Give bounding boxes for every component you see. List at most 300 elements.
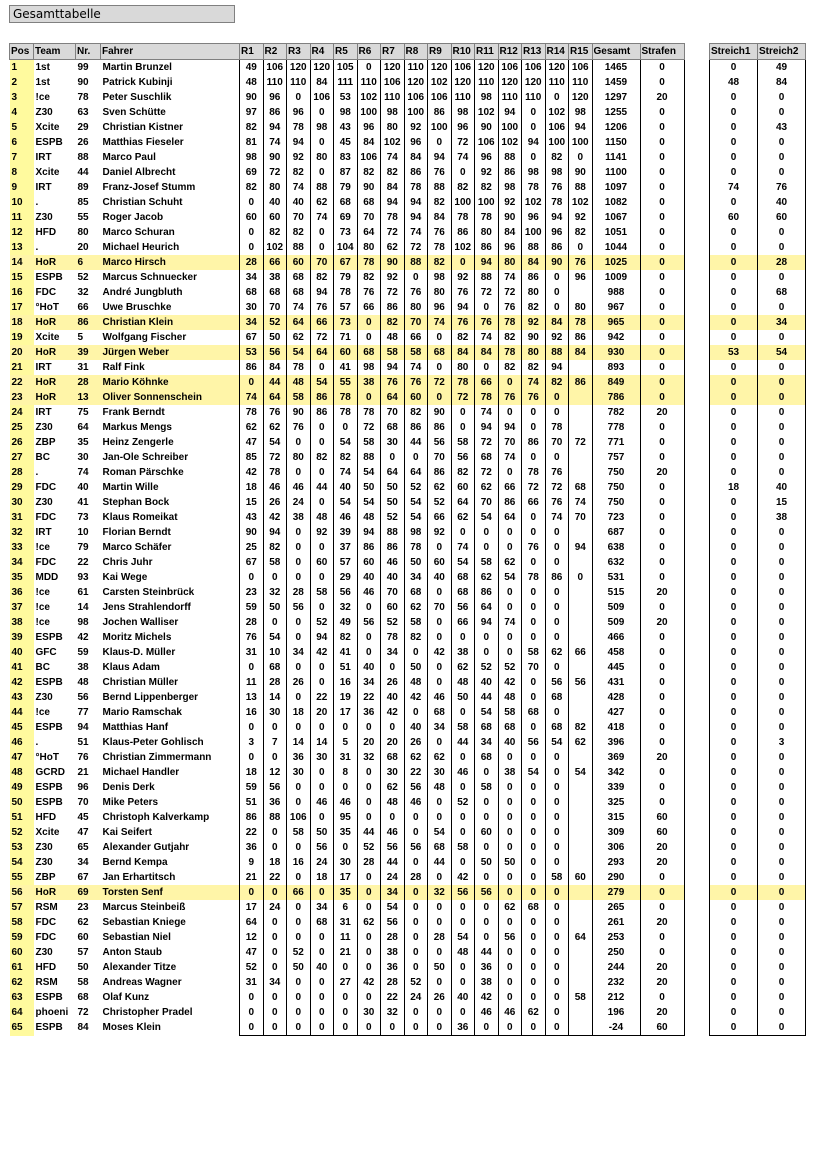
race-result-cell: 12 <box>240 930 264 945</box>
race-result-cell: 46 <box>381 825 405 840</box>
race-result-cell: 0 <box>451 810 475 825</box>
race-result-cell: 86 <box>498 495 522 510</box>
number-cell: 77 <box>77 707 89 718</box>
race-result-cell: 0 <box>498 405 522 420</box>
race-result-cell: 80 <box>404 300 428 315</box>
race-result-cell: 84 <box>545 315 569 330</box>
race-result-cell: 21 <box>334 945 358 960</box>
team-cell: ZBP <box>35 872 56 883</box>
race-result-cell: 60 <box>357 555 381 570</box>
team-cell: ZBP <box>35 437 56 448</box>
race-result-cell: 54 <box>569 765 593 780</box>
race-result-cell: 0 <box>545 855 569 870</box>
race-result-cell: 44 <box>404 435 428 450</box>
penalty-cell: 0 <box>640 645 684 660</box>
position-cell: 27 <box>10 450 34 465</box>
race-result-cell: 22 <box>240 825 264 840</box>
race-result-cell: 74 <box>334 465 358 480</box>
race-result-cell: 38 <box>498 765 522 780</box>
race-result-cell: 40 <box>381 570 405 585</box>
race-result-cell: 72 <box>263 450 287 465</box>
race-result-cell: 30 <box>263 705 287 720</box>
race-result-cell: 94 <box>310 285 334 300</box>
total-cell: 509 <box>592 615 640 630</box>
race-result-cell: 70 <box>357 210 381 225</box>
race-result-cell: 0 <box>498 840 522 855</box>
streich2-cell: 0 <box>758 390 806 405</box>
race-result-cell: 0 <box>545 960 569 975</box>
total-cell: 965 <box>592 315 640 330</box>
race-result-cell: 86 <box>428 465 452 480</box>
race-result-cell: 92 <box>475 165 499 180</box>
race-result-cell: 94 <box>404 210 428 225</box>
race-result-cell: 94 <box>263 120 287 135</box>
race-result-cell: 41 <box>334 360 358 375</box>
table-row <box>10 510 685 525</box>
total-cell: 265 <box>592 900 640 915</box>
race-result-cell: 78 <box>545 195 569 210</box>
race-result-cell: 0 <box>428 945 452 960</box>
race-result-cell: 90 <box>240 90 264 105</box>
column-header: Streich2 <box>758 44 806 60</box>
streich-row <box>710 930 806 945</box>
streich2-cell: 0 <box>758 360 806 375</box>
race-result-cell: 34 <box>240 315 264 330</box>
race-result-cell: 0 <box>404 810 428 825</box>
streich-row <box>710 360 806 375</box>
table-row <box>10 240 685 255</box>
table-row <box>10 210 685 225</box>
team-cell: FDC <box>35 512 57 523</box>
penalty-cell: 20 <box>640 615 684 630</box>
total-cell: 750 <box>592 480 640 495</box>
race-result-cell: 0 <box>545 525 569 540</box>
race-result-cell: 0 <box>357 795 381 810</box>
driver-name-cell: Ralf Fink <box>102 362 145 373</box>
race-result-cell: 52 <box>381 510 405 525</box>
race-result-cell: 48 <box>381 330 405 345</box>
race-result-cell: 31 <box>240 975 264 990</box>
race-result-cell: 110 <box>569 75 593 90</box>
column-header: R6 <box>357 44 381 60</box>
race-result-cell: 62 <box>451 660 475 675</box>
driver-name-cell: Daniel Albrecht <box>102 167 176 178</box>
race-result-cell: 22 <box>263 870 287 885</box>
race-result-cell: 86 <box>428 105 452 120</box>
streich1-cell: 0 <box>710 195 758 210</box>
penalty-cell: 0 <box>640 120 684 135</box>
race-result-cell: 0 <box>357 990 381 1005</box>
race-result-cell: 52 <box>451 795 475 810</box>
race-result-cell: 0 <box>310 600 334 615</box>
number-cell: 20 <box>77 242 89 253</box>
driver-name-cell: Torsten Senf <box>101 885 240 900</box>
race-result-cell: 82 <box>475 180 499 195</box>
streich1-cell: 0 <box>710 405 758 420</box>
race-result-cell <box>569 885 593 900</box>
team-cell: !ce <box>35 707 50 718</box>
streich-row <box>710 705 806 720</box>
race-result-cell: 0 <box>404 450 428 465</box>
race-result-cell: 60 <box>428 555 452 570</box>
penalty-cell: 0 <box>640 330 684 345</box>
race-result-cell: 0 <box>287 780 311 795</box>
race-result-cell: 56 <box>310 840 334 855</box>
race-result-cell: 96 <box>475 150 499 165</box>
penalty-cell: 0 <box>640 255 684 270</box>
race-result-cell: 50 <box>404 660 428 675</box>
race-result-cell: 58 <box>404 345 428 360</box>
race-result-cell: 0 <box>522 720 546 735</box>
streich2-cell: 0 <box>758 525 806 540</box>
race-result-cell: 100 <box>522 225 546 240</box>
race-result-cell: 0 <box>545 390 569 405</box>
race-result-cell: 0 <box>310 1020 334 1036</box>
race-result-cell: 68 <box>381 750 405 765</box>
race-result-cell: 106 <box>522 60 546 76</box>
race-result-cell: 48 <box>498 690 522 705</box>
race-result-cell: 28 <box>287 585 311 600</box>
race-result-cell: 0 <box>498 795 522 810</box>
race-result-cell: 120 <box>287 60 311 76</box>
streich2-cell: 0 <box>758 375 806 390</box>
column-header: Fahrer <box>101 44 240 60</box>
race-result-cell: 54 <box>475 705 499 720</box>
penalty-cell: 0 <box>640 630 684 645</box>
penalty-cell: 20 <box>640 585 684 600</box>
race-result-cell <box>569 450 593 465</box>
streich-row <box>710 465 806 480</box>
race-result-cell: 88 <box>475 270 499 285</box>
position-cell: 64 <box>10 1005 34 1020</box>
race-result-cell: 86 <box>545 240 569 255</box>
race-result-cell: 0 <box>287 975 311 990</box>
streich1-cell: 0 <box>710 600 758 615</box>
race-result-cell: 9 <box>240 855 264 870</box>
race-result-cell: 82 <box>404 630 428 645</box>
race-result-cell <box>569 945 593 960</box>
streich1-cell: 0 <box>710 660 758 675</box>
number-cell: 76 <box>77 752 89 763</box>
race-result-cell: 70 <box>522 660 546 675</box>
number-cell: 57 <box>77 947 89 958</box>
streich2-cell: 0 <box>758 105 806 120</box>
race-result-cell: 47 <box>240 945 264 960</box>
total-cell: 253 <box>592 930 640 945</box>
team-cell: ESPB <box>35 272 63 283</box>
team-cell: Z30 <box>35 692 53 703</box>
race-result-cell: 100 <box>545 135 569 150</box>
race-result-cell: 0 <box>475 915 499 930</box>
race-result-cell: 0 <box>428 630 452 645</box>
number-cell: 45 <box>77 812 89 823</box>
penalty-cell: 0 <box>640 75 684 90</box>
streich2-cell: 68 <box>758 285 806 300</box>
race-result-cell: 74 <box>475 405 499 420</box>
race-result-cell: 86 <box>569 330 593 345</box>
table-row <box>10 150 685 165</box>
race-result-cell: 42 <box>498 675 522 690</box>
streich-row <box>710 225 806 240</box>
race-result-cell: 0 <box>287 1020 311 1036</box>
race-result-cell: 86 <box>381 540 405 555</box>
race-result-cell: 0 <box>287 1005 311 1020</box>
race-result-cell: 76 <box>357 285 381 300</box>
race-result-cell: 54 <box>428 825 452 840</box>
race-result-cell: 22 <box>404 765 428 780</box>
race-result-cell: 0 <box>498 630 522 645</box>
race-result-cell: 78 <box>428 240 452 255</box>
race-result-cell: 88 <box>310 180 334 195</box>
penalty-cell: 20 <box>640 855 684 870</box>
driver-name-cell: Christopher Pradel <box>102 1007 193 1018</box>
race-result-cell: 68 <box>569 480 593 495</box>
race-result-cell: 110 <box>263 75 287 90</box>
race-result-cell: 0 <box>310 435 334 450</box>
table-row <box>10 390 685 405</box>
streich2-cell: 60 <box>758 210 806 225</box>
race-result-cell: 58 <box>451 720 475 735</box>
total-cell: 1141 <box>592 150 640 165</box>
race-result-cell: 0 <box>287 525 311 540</box>
race-result-cell: 0 <box>240 225 264 240</box>
race-result-cell: 82 <box>498 360 522 375</box>
race-result-cell: 0 <box>357 60 381 76</box>
race-result-cell: 12 <box>263 765 287 780</box>
total-cell: 771 <box>592 435 640 450</box>
race-result-cell: 78 <box>404 540 428 555</box>
race-result-cell: 62 <box>545 645 569 660</box>
race-result-cell: 56 <box>451 450 475 465</box>
race-result-cell: 0 <box>404 930 428 945</box>
race-result-cell: 57 <box>334 555 358 570</box>
streich2-cell: 0 <box>758 705 806 720</box>
streich-row <box>710 1020 806 1036</box>
race-result-cell: 44 <box>381 855 405 870</box>
race-result-cell: 62 <box>310 195 334 210</box>
race-result-cell: 64 <box>240 915 264 930</box>
streich-row <box>710 600 806 615</box>
race-result-cell: 0 <box>475 630 499 645</box>
race-result-cell: 0 <box>545 405 569 420</box>
penalty-cell: 20 <box>640 465 684 480</box>
race-result-cell: 72 <box>475 465 499 480</box>
race-result-cell: 98 <box>404 525 428 540</box>
driver-name-cell: Florian Berndt <box>102 527 171 538</box>
race-result-cell: 0 <box>522 690 546 705</box>
team-cell: . <box>35 737 39 748</box>
race-result-cell: 0 <box>451 630 475 645</box>
race-result-cell: 74 <box>498 450 522 465</box>
race-result-cell: 76 <box>263 405 287 420</box>
race-result-cell: 72 <box>569 435 593 450</box>
race-result-cell: 30 <box>334 855 358 870</box>
column-header: R14 <box>545 44 569 60</box>
race-result-cell: 0 <box>310 765 334 780</box>
column-header: R12 <box>498 44 522 60</box>
race-result-cell: 62 <box>522 1005 546 1020</box>
driver-name-cell: Christoph Kalverkamp <box>102 812 210 823</box>
race-result-cell: 84 <box>498 225 522 240</box>
penalty-cell: 0 <box>640 270 684 285</box>
race-result-cell: 49 <box>240 60 264 76</box>
number-cell: 26 <box>77 137 89 148</box>
streich2-cell: 34 <box>758 315 806 330</box>
penalty-cell: 0 <box>640 720 684 735</box>
number-cell: 48 <box>77 677 89 688</box>
total-cell: 1255 <box>592 105 640 120</box>
race-result-cell: 0 <box>404 825 428 840</box>
streich-row <box>710 60 806 76</box>
streich1-cell: 0 <box>710 255 758 270</box>
streich1-cell: 0 <box>710 615 758 630</box>
streich1-cell: 18 <box>710 480 758 495</box>
race-result-cell: 56 <box>287 600 311 615</box>
total-cell: 309 <box>592 825 640 840</box>
streich-row <box>710 210 806 225</box>
race-result-cell: 57 <box>334 300 358 315</box>
race-result-cell: 70 <box>569 510 593 525</box>
driver-name-cell: Moses Klein <box>102 1022 161 1034</box>
race-result-cell: 0 <box>428 1005 452 1020</box>
team-cell: Xcite <box>35 167 60 178</box>
streich1-cell: 0 <box>710 990 758 1005</box>
race-result-cell: 78 <box>569 315 593 330</box>
race-result-cell: 92 <box>522 315 546 330</box>
position-cell: 51 <box>10 810 34 825</box>
race-result-cell: 70 <box>263 300 287 315</box>
race-result-cell: 90 <box>522 330 546 345</box>
race-result-cell: 95 <box>334 810 358 825</box>
position-cell: 56 <box>10 885 34 900</box>
table-row <box>10 630 685 645</box>
race-result-cell: 62 <box>498 555 522 570</box>
race-result-cell: 0 <box>498 465 522 480</box>
driver-name-cell: Roger Jacob <box>102 212 164 223</box>
streich2-cell: 0 <box>758 675 806 690</box>
table-row <box>10 75 685 90</box>
total-cell: 632 <box>592 555 640 570</box>
streich-row <box>710 585 806 600</box>
race-result-cell: 52 <box>310 615 334 630</box>
race-result-cell: 0 <box>404 1005 428 1020</box>
race-result-cell: 120 <box>569 90 593 105</box>
race-result-cell: 0 <box>498 780 522 795</box>
race-result-cell <box>569 855 593 870</box>
streich-row <box>710 615 806 630</box>
total-cell: 418 <box>592 720 640 735</box>
table-row <box>10 435 685 450</box>
race-result-cell: 39 <box>334 525 358 540</box>
table-row <box>10 885 685 900</box>
race-result-cell: 82 <box>263 225 287 240</box>
race-result-cell: 0 <box>475 540 499 555</box>
race-result-cell: 74 <box>310 210 334 225</box>
race-result-cell: 86 <box>310 405 334 420</box>
race-result-cell: 98 <box>381 105 405 120</box>
position-cell: 29 <box>10 480 34 495</box>
streich2-cell: 0 <box>758 630 806 645</box>
race-result-cell: 0 <box>357 885 381 900</box>
race-result-cell: 88 <box>263 810 287 825</box>
race-result-cell: 0 <box>240 1020 264 1036</box>
team-cell: Z30 <box>35 422 53 433</box>
race-result-cell: 94 <box>498 420 522 435</box>
position-cell: 44 <box>10 705 34 720</box>
position-cell: 54 <box>10 855 34 870</box>
streich1-cell: 0 <box>710 495 758 510</box>
table-row <box>10 645 685 660</box>
race-result-cell: 82 <box>381 165 405 180</box>
penalty-cell: 0 <box>640 945 684 960</box>
column-header: R15 <box>569 44 593 60</box>
streich1-cell: 0 <box>710 870 758 885</box>
team-cell: Xcite <box>35 827 60 838</box>
race-result-cell: 0 <box>263 915 287 930</box>
race-result-cell: 90 <box>263 150 287 165</box>
race-result-cell: 58 <box>475 555 499 570</box>
race-result-cell: 110 <box>404 60 428 76</box>
race-result-cell: 34 <box>240 270 264 285</box>
streich2-cell: 0 <box>758 465 806 480</box>
total-cell: 1100 <box>592 165 640 180</box>
race-result-cell <box>569 1005 593 1020</box>
penalty-cell: 0 <box>640 690 684 705</box>
streich-row <box>710 270 806 285</box>
driver-name-cell: Sven Schütte <box>102 107 166 118</box>
race-result-cell: 82 <box>545 375 569 390</box>
race-result-cell: 0 <box>404 885 428 900</box>
race-result-cell: 74 <box>287 180 311 195</box>
race-result-cell: 16 <box>334 675 358 690</box>
race-result-cell: 76 <box>451 285 475 300</box>
race-result-cell: 0 <box>263 990 287 1005</box>
race-result-cell: 52 <box>475 660 499 675</box>
race-result-cell: 80 <box>475 225 499 240</box>
streich-row <box>710 960 806 975</box>
race-result-cell: 84 <box>310 75 334 90</box>
race-result-cell: 58 <box>545 870 569 885</box>
streich2-cell: 0 <box>758 540 806 555</box>
driver-name-cell: Alexander Titze <box>102 962 177 973</box>
race-result-cell: 74 <box>475 330 499 345</box>
streich-row <box>710 945 806 960</box>
streich-row <box>710 900 806 915</box>
race-result-cell: 0 <box>404 645 428 660</box>
race-result-cell: 0 <box>498 960 522 975</box>
race-result-cell: 0 <box>498 375 522 390</box>
race-result-cell: 0 <box>428 615 452 630</box>
team-cell: FDC <box>35 557 57 568</box>
race-result-cell: 0 <box>310 810 334 825</box>
race-result-cell: 64 <box>287 315 311 330</box>
streich2-cell: 0 <box>758 870 806 885</box>
streich2-cell: 0 <box>758 330 806 345</box>
race-result-cell: 68 <box>545 720 569 735</box>
penalty-cell: 0 <box>640 105 684 120</box>
race-result-cell: 58 <box>451 435 475 450</box>
streich-row <box>710 630 806 645</box>
race-result-cell: 56 <box>451 600 475 615</box>
streich-row <box>710 450 806 465</box>
race-result-cell: 62 <box>263 420 287 435</box>
streich1-cell: 0 <box>710 435 758 450</box>
penalty-cell: 20 <box>640 1005 684 1020</box>
team-cell: Z30 <box>35 842 53 853</box>
streich2-cell: 0 <box>758 405 806 420</box>
streich-row <box>710 645 806 660</box>
race-result-cell: 22 <box>310 690 334 705</box>
